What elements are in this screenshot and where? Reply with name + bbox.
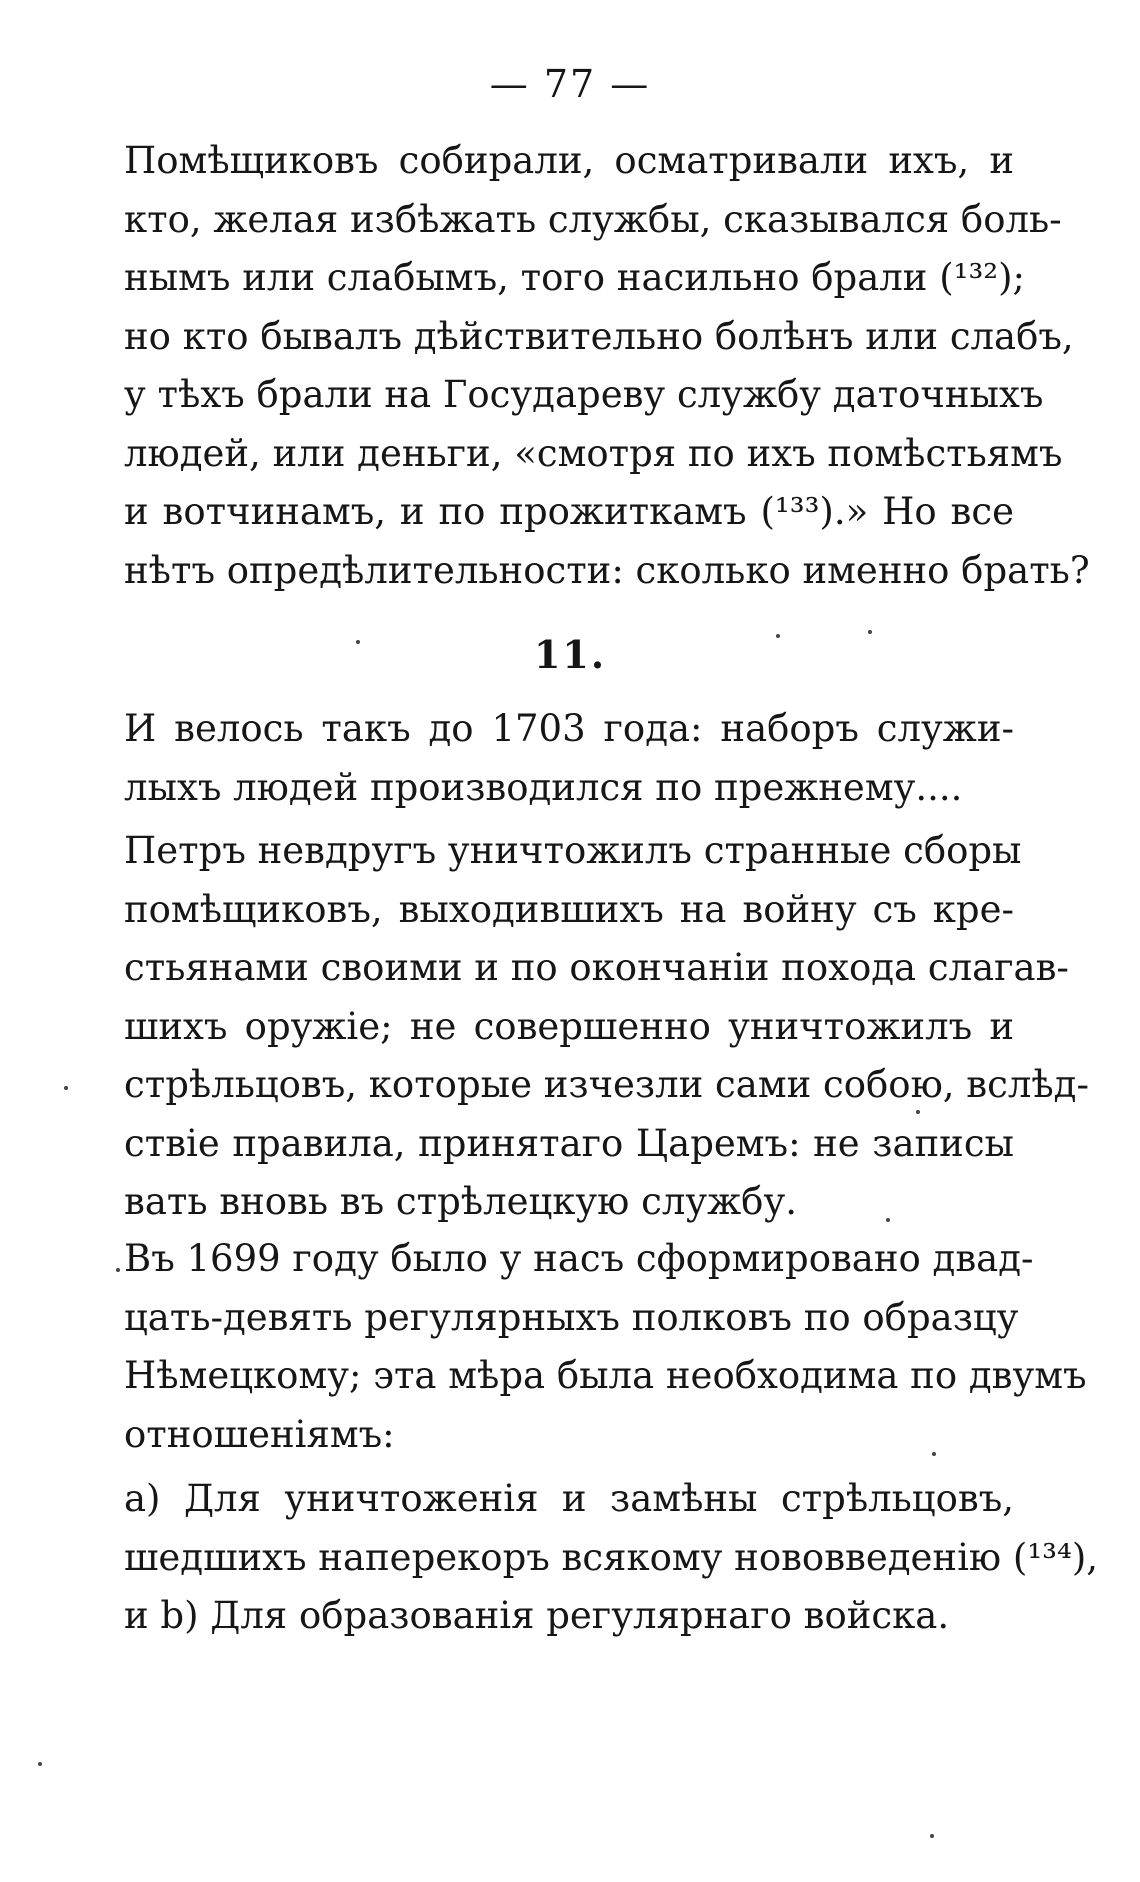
text-line: лыхъ людей производился по прежнему.... — [124, 765, 963, 809]
scan-speck — [776, 634, 780, 638]
text-line: стрѣльцовъ, которые изчезли сами собою, вслѣд- — [124, 1063, 1089, 1106]
text-line: И велось такъ до 1703 года: наборъ служи- — [124, 707, 1014, 750]
scan-speck — [930, 1834, 934, 1838]
text-line: ствіе правила, принятаго Царемъ: не записы — [124, 1121, 1014, 1165]
text-line: людей, или деньги, «смотря по ихъ помѣстьямъ — [124, 431, 1063, 475]
text-line: отношеніямъ: — [124, 1412, 395, 1456]
text-line: a) Для уничтоженія и замѣны стрѣльцовъ, — [124, 1477, 1014, 1520]
text-line: нѣтъ опредѣлительности: сколько именно брать? — [124, 548, 1090, 592]
scan-speck — [916, 1110, 920, 1114]
scan-speck — [64, 1086, 68, 1090]
text-line: Помѣщиковъ собирали, осматривали ихъ, и — [124, 139, 1014, 182]
section-number: 11. — [533, 632, 607, 677]
scan-speck — [38, 1762, 42, 1766]
text-line: у тѣхъ брали на Государеву службу даточныхъ — [124, 373, 1044, 416]
scan-speck — [356, 640, 360, 644]
scan-speck — [932, 1452, 936, 1456]
text-line: шихъ оружіе; не совершенно уничтожилъ и — [124, 1004, 1014, 1048]
text-line: цать-девять регулярныхъ полковъ по образцу — [124, 1295, 1019, 1339]
text-line: шедшихъ наперекоръ всякому нововведенію (¹³⁴), — [124, 1535, 1099, 1579]
paragraph-4 — [124, 1230, 1087, 1464]
paragraph-2 — [124, 700, 1014, 817]
text-line: нымъ или слабымъ, того насильно брали (¹³²); — [124, 256, 1026, 299]
scan-speck — [886, 1218, 890, 1222]
text-line: Петръ невдругъ уничтожилъ странные сборы — [124, 829, 1022, 872]
text-line: и вотчинамъ, и по прожиткамъ (¹³³).» Но все — [124, 490, 1014, 533]
paragraph-5 — [124, 1470, 1099, 1646]
text-line: помѣщиковъ, выходившихъ на войну съ кре- — [124, 887, 1014, 931]
paragraph-3 — [124, 822, 1089, 1232]
text-line: кто, желая избѣжать службы, сказывался боль- — [124, 197, 1062, 241]
text-line: вать вновь въ стрѣлецкую службу. — [124, 1180, 797, 1223]
text-line: и b) Для образованія регулярнаго войска. — [124, 1594, 950, 1637]
scan-speck — [116, 1268, 120, 1272]
text-line: Въ 1699 году было у насъ сформировано двад- — [124, 1237, 1034, 1280]
scan-speck — [868, 630, 872, 634]
paragraph-1 — [124, 132, 1090, 600]
text-line: стьянами своими и по окончаніи похода слагав- — [124, 946, 1069, 989]
page-number: — 77 — — [489, 62, 651, 106]
text-line: Нѣмецкому; эта мѣра была необходима по двумъ — [124, 1354, 1087, 1397]
text-line: но кто бывалъ дѣйствительно болѣнъ или слабъ, — [124, 314, 1074, 358]
